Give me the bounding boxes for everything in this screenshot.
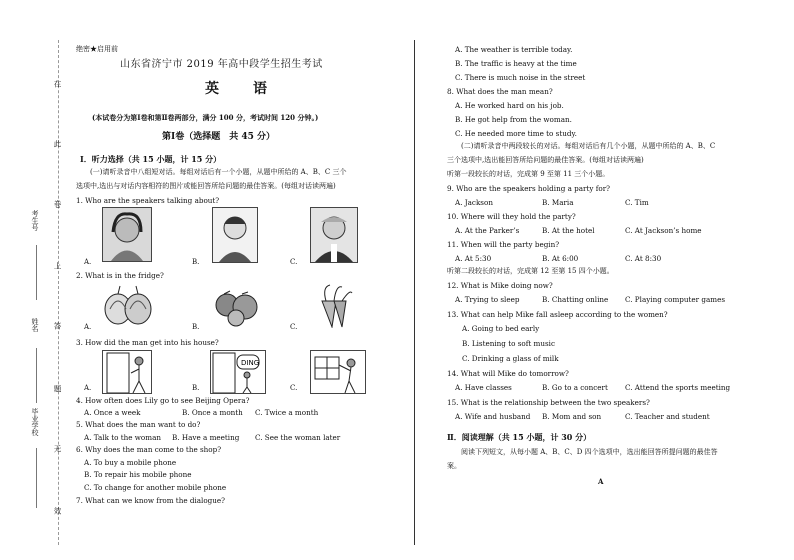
q4-option-a: A. Once a week [84,408,141,417]
label-name: 姓名 [31,318,39,332]
q5-option-c: C. See the woman later [255,433,341,442]
girl-portrait-image [102,207,152,262]
q13-option-a: A. Going to bed early [462,324,540,333]
binding-char: 无 [53,445,62,453]
carrots-image [312,283,356,328]
q9-option-c: C. Tim [625,198,649,207]
option-label: A. [84,258,92,266]
window-image [310,350,366,394]
question-4: 4. How often does Lily go to see Beijing Opera? [76,396,250,405]
question-11: 11. When will the party begin? [447,240,560,249]
q8-option-a: A. He worked hard on his job. [455,101,564,110]
part-one-title: 第Ⅰ卷（选择题 共 45 分） [162,132,276,142]
question-12: 12. What is Mike doing now? [447,281,553,290]
q6-option-a: A. To buy a mobile phone [84,458,177,467]
label-school: 毕业学校 [31,408,39,436]
question-3: 3. How did the man get into his house? [76,338,219,347]
exam-title: 山东省济宁市 2019 年高中段学生招生考试 [120,59,323,70]
q10-option-a: A. At the Parker’s [455,226,520,235]
q7-option-b: B. The traffic is heavy at the time [455,59,577,68]
q15-option-b: B. Mom and son [542,412,602,421]
section2-subinstruction: 听第一段较长的对话，完成第 9 至第 11 三个小题。 [447,170,610,178]
binding-char: 上 [53,262,62,270]
q13-option-c: C. Drinking a glass of milk [462,354,559,363]
school-line [36,448,37,508]
question-7: 7. What can we know from the dialogue? [76,496,226,505]
name-line [36,348,37,403]
q11-option-b: B. At 6:00 [542,254,579,263]
option-label: C. [290,323,298,331]
option-label: B. [192,384,200,392]
boy-portrait-image [212,207,258,263]
tomatoes-image [212,283,260,328]
option-label: B. [192,323,200,331]
listening-heading: Ⅰ．听力选择（共 15 小题，计 15 分） [80,154,222,164]
svg-text:DING: DING [241,359,260,367]
binding-char: 在 [53,80,62,88]
reading-instruction: 阅读下列短文，从每小题 A、B、C、D 四个选项中，选出能回答所提问题的最佳答 [461,448,718,456]
column-divider [414,40,415,545]
binding-char: 答 [53,322,62,330]
question-8: 8. What does the man mean? [447,87,553,96]
q15-option-c: C. Teacher and student [625,412,710,421]
q10-option-b: B. At the hotel [542,226,595,235]
q14-option-c: C. Attend the sports meeting [625,383,731,392]
option-label: A. [84,323,92,331]
question-6: 6. Why does the man come to the shop? [76,445,222,454]
q8-option-b: B. He got help from the woman. [455,115,572,124]
binding-char: 卷 [53,200,62,208]
q5-option-a: A. Talk to the woman [84,433,161,442]
binding-char: 此 [53,140,62,148]
door-image [102,350,152,394]
section1-instruction: 选项中,选出与对话内容相符的图片或能回答所给问题的最佳答案。(每组对话读两遍) [76,182,336,190]
question-9: 9. Who are the speakers holding a party for? [447,184,611,193]
q7-option-c: C. There is much noise in the street [455,73,586,82]
q9-option-a: A. Jackson [455,198,493,207]
dashed-binding-line [58,40,59,545]
section2-instruction: (二)请听录音中两段较长的对话。每组对话后有几个小题，从题中所给的 A、B、C [461,142,716,150]
q5-option-b: B. Have a meeting [172,433,240,442]
question-10: 10. Where will they hold the party? [447,212,576,221]
q7-option-a: A. The weather is terrible today. [455,45,573,54]
q9-option-b: B. Maria [542,198,574,207]
q14-option-a: A. Have classes [455,383,512,392]
section2-instruction: 三个选项中,选出能回答所给问题的最佳答案。(每组对话读两遍) [447,156,644,164]
subject-title: 英 语 [205,81,277,97]
q4-option-b: B. Once a month [182,408,243,417]
q11-option-c: C. At 8:30 [625,254,662,263]
confidential-mark: 绝密★启用前 [76,45,118,53]
question-13: 13. What can help Mike fall asleep according to the women? [447,310,668,319]
question-15: 15. What is the relationship between the two speakers? [447,398,650,407]
q12-option-b: B. Chatting online [542,295,609,304]
q12-option-c: C. Playing computer games [625,295,726,304]
q10-option-c: C. At Jackson’s home [625,226,702,235]
section2-subinstruction: 听第二段较长的对话，完成第 12 至第 15 四个小题。 [447,267,614,275]
q4-option-c: C. Twice a month [255,408,319,417]
label-student-id: 考生号 [31,210,39,231]
doorbell-image [210,350,266,394]
q15-option-a: A. Wife and husband [455,412,531,421]
q6-option-b: B. To repair his mobile phone [84,470,192,479]
option-label: C. [290,258,298,266]
reading-instruction: 案。 [447,462,461,470]
q6-option-c: C. To change for another mobile phone [84,483,227,492]
q8-option-c: C. He needed more time to study. [455,129,577,138]
onions-image [102,283,154,328]
student-id-line [36,245,37,300]
question-14: 14. What will Mike do tomorrow? [447,369,569,378]
q14-option-b: B. Go to a concert [542,383,608,392]
old-man-portrait-image [310,207,358,263]
q11-option-a: A. At 5:30 [455,254,492,263]
question-5: 5. What does the man want to do? [76,420,201,429]
question-2: 2. What is in the fridge? [76,271,164,280]
q12-option-a: A. Trying to sleep [455,295,520,304]
passage-label: A [598,477,604,486]
q13-option-b: B. Listening to soft music [462,339,556,348]
section1-instruction: (一)请听录音中八组短对话。每组对话后有一个小题，从题中所给的 A、B、C 三个 [90,168,347,176]
reading-heading: Ⅱ．阅读理解（共 15 小题，计 30 分） [447,432,592,442]
option-label: C. [290,384,298,392]
binding-char: 效 [53,507,62,515]
option-label: B. [192,258,200,266]
question-1: 1. Who are the speakers talking about? [76,196,220,205]
exam-note: (本试卷分为第Ⅰ卷和第Ⅱ卷两部分，满分 100 分，考试时间 120 分钟。) [92,113,319,122]
option-label: A. [84,384,92,392]
binding-char: 题 [53,385,62,393]
